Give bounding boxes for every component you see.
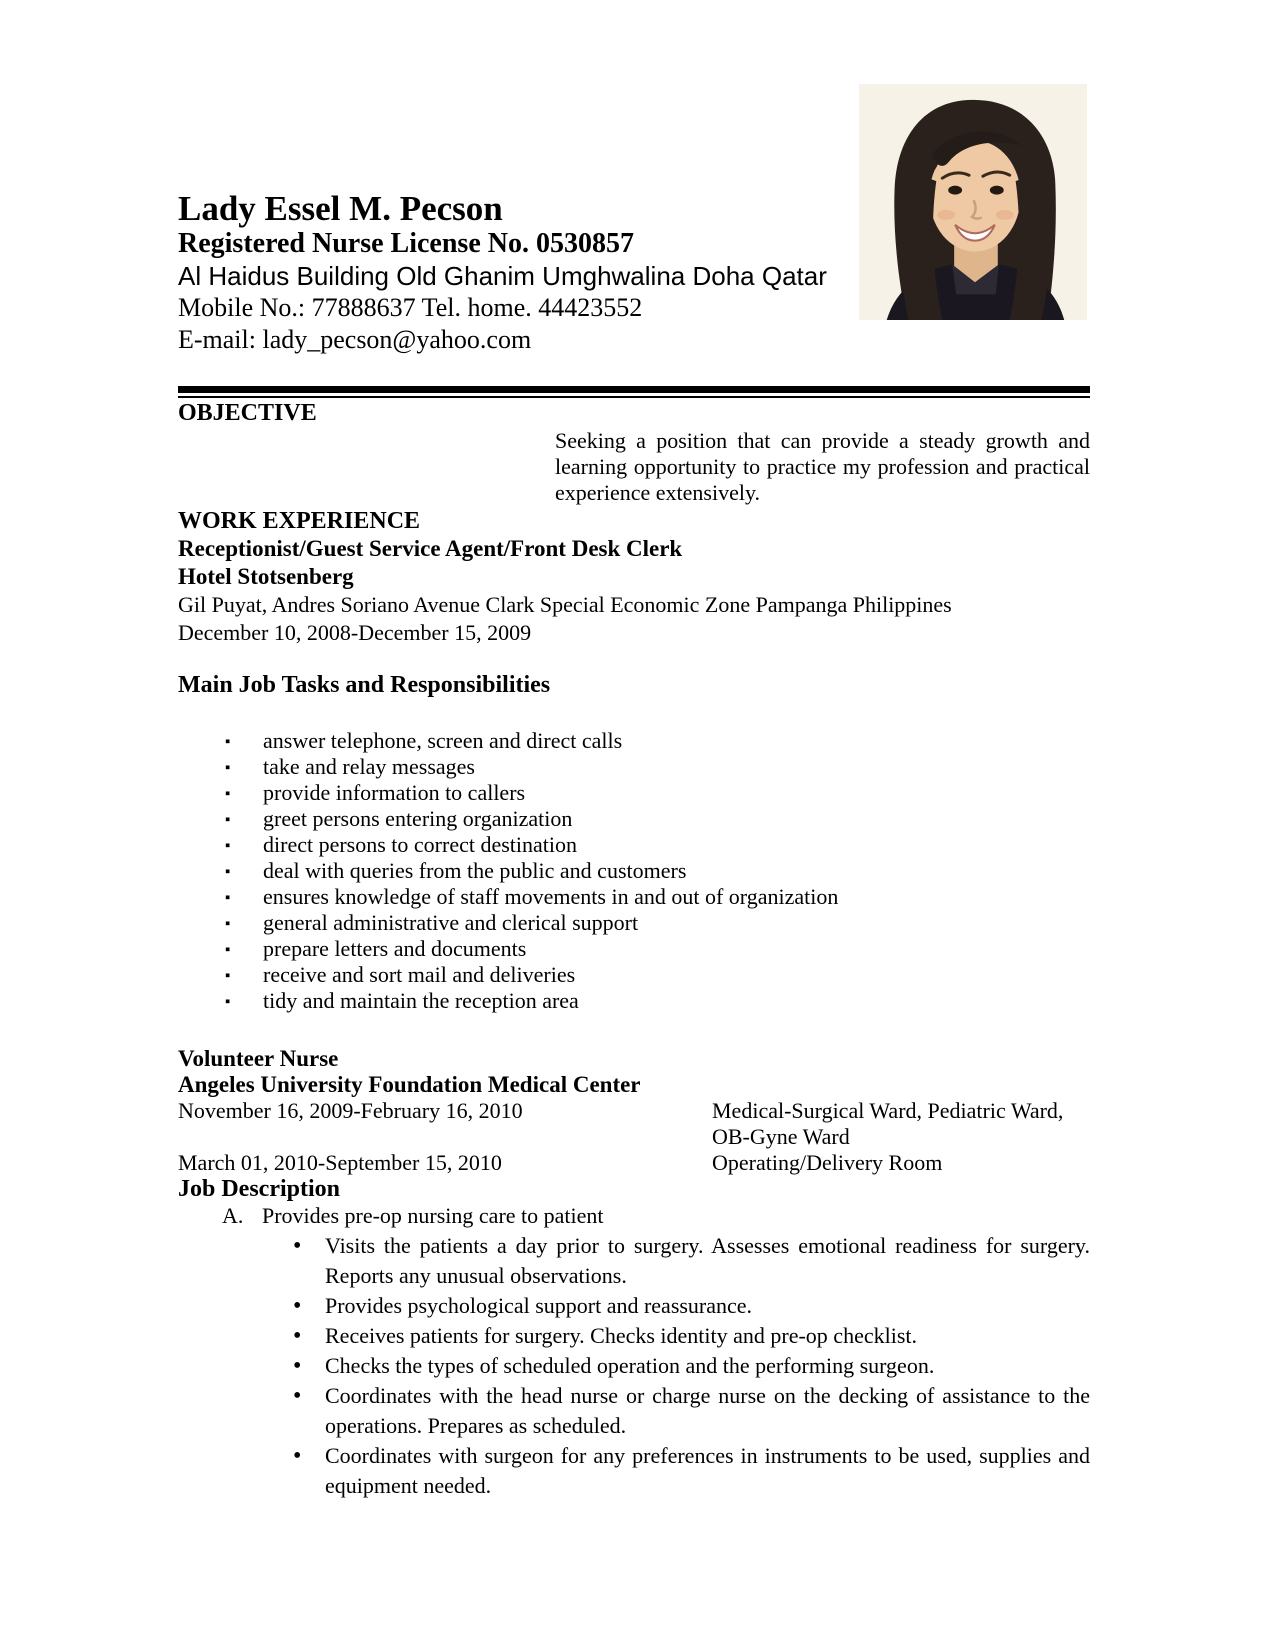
phone-line: Mobile No.: 77888637 Tel. home. 44423552	[178, 293, 643, 322]
applicant-name: Lady Essel M. Pecson	[178, 189, 503, 228]
task-item: ▪ greet persons entering organization	[178, 806, 1090, 832]
duty-item: • Visits the patients a day prior to surgery. Assesses emotional readiness for surgery. Reports any unusual observations.	[178, 1231, 1090, 1291]
duty-item: • Coordinates with the head nurse or charge nurse on the decking of assistance to the operations. Prepares as scheduled.	[178, 1381, 1090, 1441]
duty-item: • Checks the types of scheduled operation and the performing surgeon.	[178, 1351, 1090, 1381]
section-divider	[178, 386, 1090, 398]
volunteer-organization: Angeles University Foundation Medical Center	[178, 1072, 641, 1097]
address-line: Al Haidus Building Old Ghanim Umghwalina Doha Qatar	[178, 261, 827, 291]
task-item: ▪ receive and sort mail and deliveries	[178, 962, 1090, 988]
email-line: E-mail: lady_pecson@yahoo.com	[178, 325, 532, 354]
duty-item: • Receives patients for surgery. Checks identity and pre-op checklist.	[178, 1321, 1090, 1351]
task-item: ▪ provide information to callers	[178, 780, 1090, 806]
objective-text: Seeking a position that can provide a steady growth and learning opportunity to practice my profession and practical experience extensively.	[555, 428, 1090, 505]
task-item: ▪ tidy and maintain the reception area	[178, 988, 1090, 1014]
task-item: ▪ general administrative and clerical support	[178, 910, 1090, 936]
job-description-item-label: A.	[222, 1203, 244, 1228]
duty-item: • Provides psychological support and reassurance.	[178, 1291, 1090, 1321]
employment-dates: December 10, 2008-December 15, 2009	[178, 620, 532, 645]
job-title: Receptionist/Guest Service Agent/Front Desk Clerk	[178, 536, 683, 561]
employer-name: Hotel Stotsenberg	[178, 564, 354, 589]
duties-list	[178, 1231, 1090, 1501]
task-item: ▪ take and relay messages	[178, 754, 1090, 780]
assignment-rows	[178, 1098, 1090, 1176]
assignment-row	[178, 1098, 1090, 1150]
job-description-heading: Job Description	[178, 1176, 340, 1202]
task-item: ▪ direct persons to correct destination	[178, 832, 1090, 858]
resume-content	[178, 0, 1090, 1501]
volunteer-title: Volunteer Nurse	[178, 1046, 339, 1071]
employer-location: Gil Puyat, Andres Soriano Avenue Clark Special Economic Zone Pampanga Philippines	[178, 592, 952, 617]
tasks-list	[178, 728, 1090, 1014]
assignment-dates: March 01, 2010-September 15, 2010	[178, 1150, 502, 1175]
task-item: ▪ prepare letters and documents	[178, 936, 1090, 962]
assignment-dates: November 16, 2009-February 16, 2010	[178, 1098, 523, 1123]
tasks-heading: Main Job Tasks and Responsibilities	[178, 672, 551, 698]
assignment-ward: Operating/Delivery Room	[712, 1150, 943, 1175]
job-description-item	[178, 1203, 1090, 1229]
assignment-row	[178, 1150, 1090, 1176]
duty-item: • Coordinates with surgeon for any preferences in instruments to be used, supplies and equipment needed.	[178, 1441, 1090, 1501]
task-item: ▪ deal with queries from the public and customers	[178, 858, 1090, 884]
job-description-item-text: Provides pre-op nursing care to patient	[262, 1203, 604, 1228]
task-item: ▪ answer telephone, screen and direct calls	[178, 728, 1090, 754]
task-item: ▪ ensures knowledge of staff movements in and out of organization	[178, 884, 1090, 910]
license-line: Registered Nurse License No. 0530857	[178, 228, 634, 259]
work-experience-heading: WORK EXPERIENCE	[178, 508, 421, 534]
assignment-ward: Medical-Surgical Ward, Pediatric Ward, OB-Gyne Ward	[712, 1098, 1064, 1149]
objective-heading: OBJECTIVE	[178, 400, 317, 426]
